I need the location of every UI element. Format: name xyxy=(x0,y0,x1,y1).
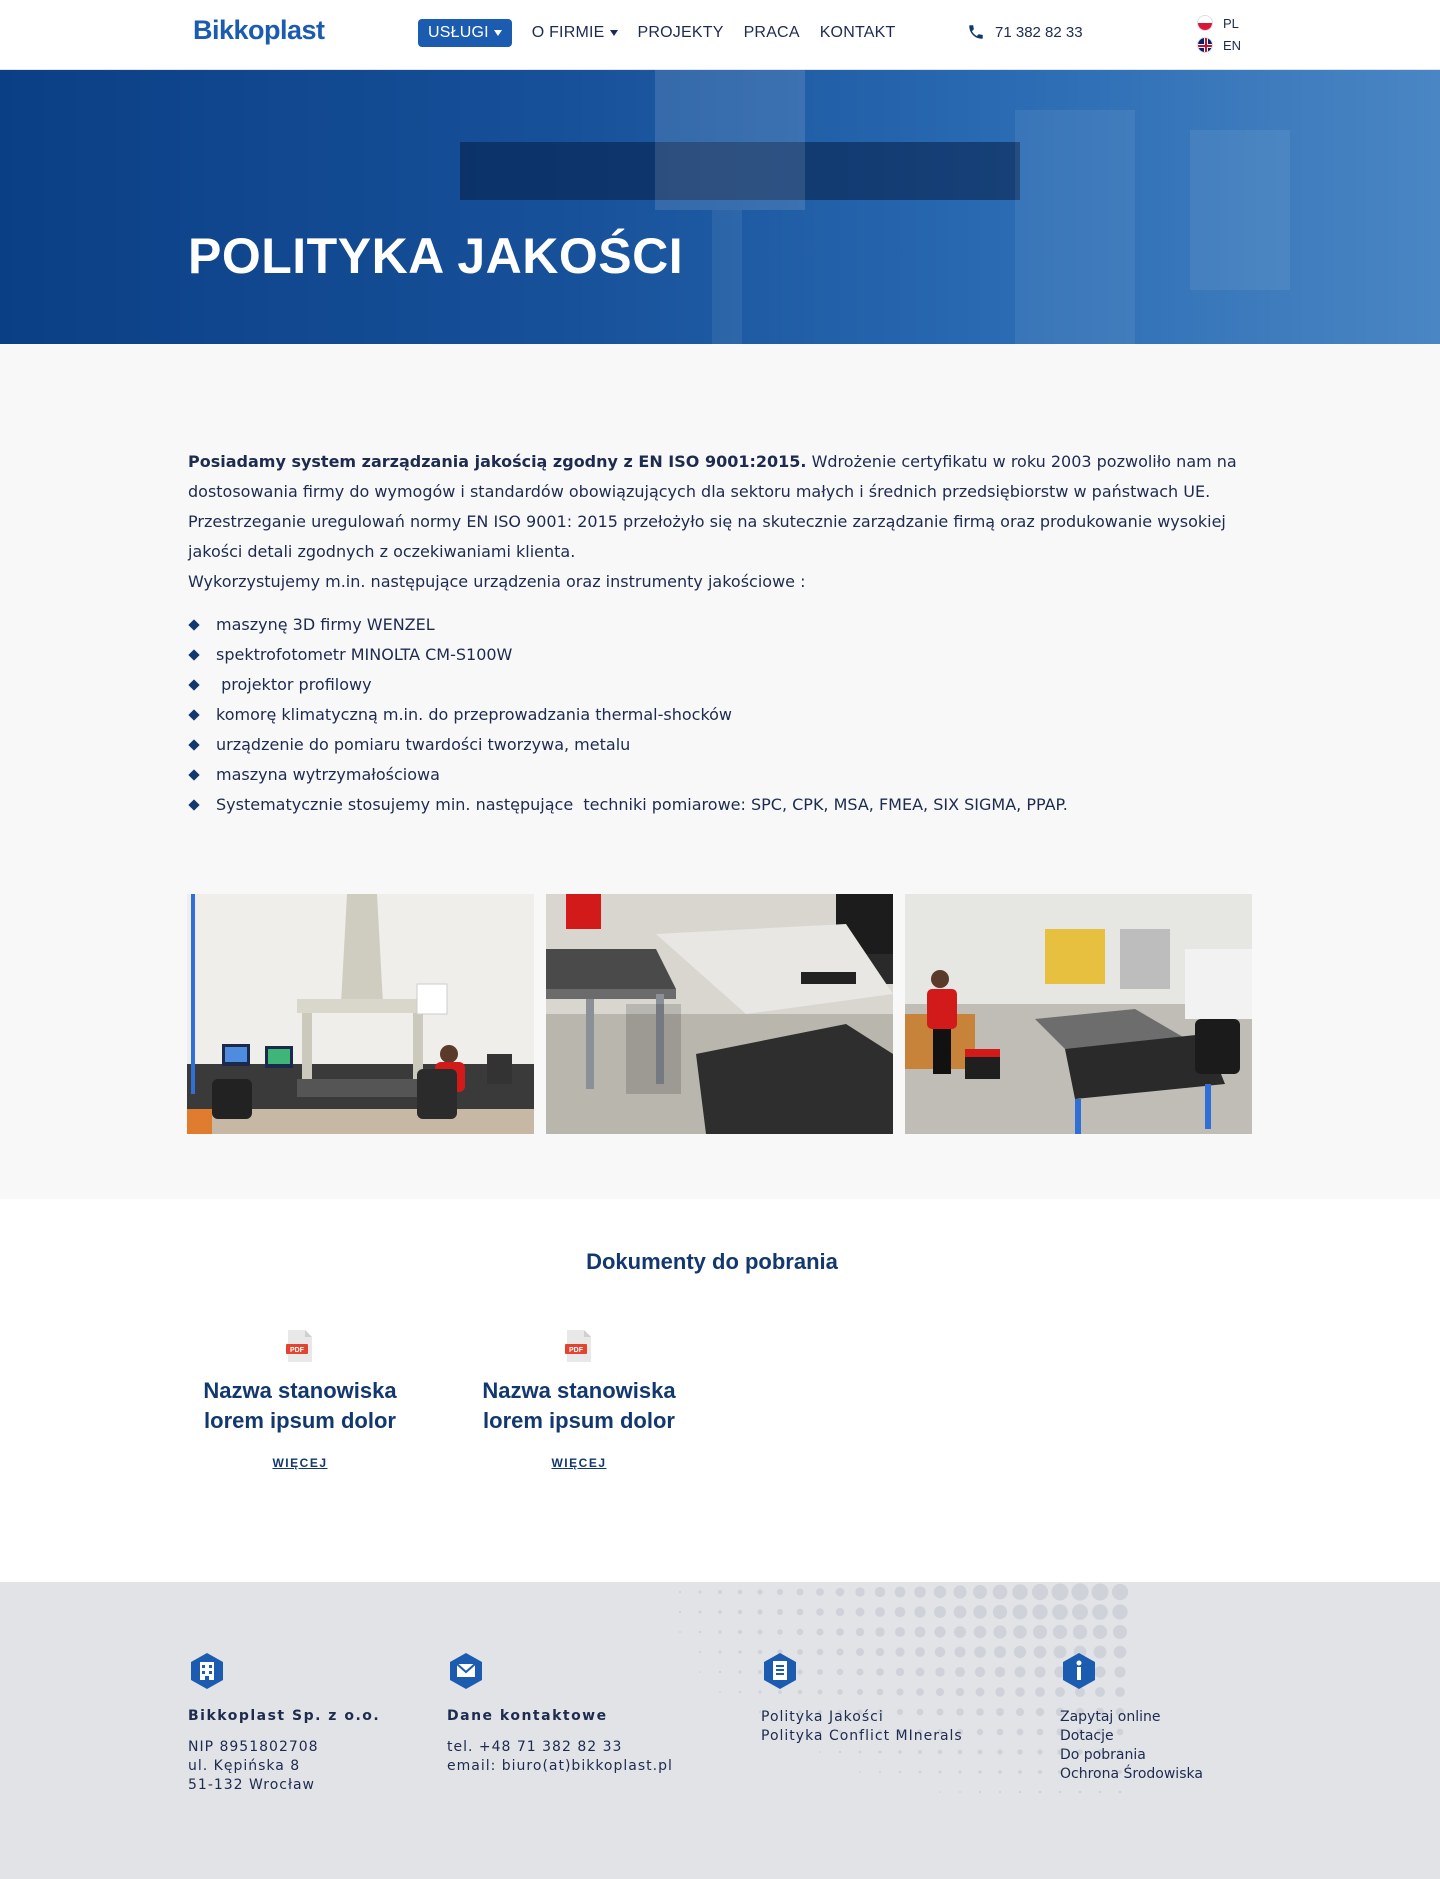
footer-policies xyxy=(761,1652,963,1746)
svg-text:PDF: PDF xyxy=(290,1347,304,1354)
footer-link-environment[interactable]: Ochrona Środowiska xyxy=(1060,1766,1203,1782)
intro-text: Wdrożenie certyfikatu w roku 2003 pozwoliło nam na dostosowania firmy do wymogów i standardów obowiązujących dla sektoru małych i średnich przedsiębiorstw w państwach UE. Przestrzeganie uregulowań normy EN ISO 9001: 2015 przełożyło się na skutecznie zarządzanie firmą oraz produkowanie wysokiej jakości detali zgodnych z oczekiwaniami klienta. xyxy=(188,452,1237,561)
list-item-text: Systematycznie stosujemy min. następujące techniki pomiarowe: SPC, CPK, MSA, FMEA, SIX SIGMA, PPAP. xyxy=(216,795,1068,814)
building-icon xyxy=(188,1652,226,1690)
document-title-line: lorem ipsum dolor xyxy=(483,1408,675,1433)
hero-bg-column xyxy=(712,210,742,344)
footer-link-quality-policy[interactable]: Polityka Jakości xyxy=(761,1709,884,1725)
uk-flag-icon xyxy=(1197,37,1213,53)
document-title-line: Nazwa stanowiska xyxy=(482,1378,676,1403)
gallery-photo-tables[interactable] xyxy=(546,894,893,1134)
nav-item-kontakt[interactable] xyxy=(820,24,896,42)
footer-email[interactable]: email: biuro(at)bikkoplast.pl xyxy=(447,1758,673,1774)
list-item-text: urządzenie do pomiaru twardości tworzywa, metalu xyxy=(216,735,631,754)
diamond-bullet-icon xyxy=(188,769,199,780)
footer-company xyxy=(188,1652,380,1795)
phone-number: 71 382 82 33 xyxy=(995,23,1083,41)
footer-heading: Bikkoplast Sp. z o.o. xyxy=(188,1708,381,1724)
phone-link[interactable] xyxy=(967,23,1083,41)
footer-link-conflict-minerals[interactable]: Polityka Conflict MInerals xyxy=(761,1728,963,1744)
nav-label: PROJEKTY xyxy=(637,24,724,41)
lang-pl[interactable] xyxy=(1197,12,1241,34)
measuring-tables-image xyxy=(546,894,893,1134)
hero-bg-board xyxy=(1015,110,1135,344)
lang-en[interactable] xyxy=(1197,34,1241,56)
hero-banner xyxy=(0,70,1440,344)
lang-label: EN xyxy=(1223,37,1242,53)
nav-item-o-firmie[interactable] xyxy=(532,24,618,42)
list-item-text: projektor profilowy xyxy=(216,675,372,694)
info-icon xyxy=(1060,1652,1098,1690)
diamond-bullet-icon xyxy=(188,619,199,630)
pdf-icon[interactable] xyxy=(565,1330,593,1362)
hero-bg-machine xyxy=(655,70,805,210)
intro-paragraph xyxy=(188,447,1250,597)
intro-bold: Posiadamy system zarządzania jakością zgodny z EN ISO 9001:2015. xyxy=(188,452,807,471)
footer-text: ul. Kępińska 8 xyxy=(188,1758,301,1774)
language-switcher xyxy=(1197,12,1241,56)
site-header xyxy=(0,0,1440,70)
phone-icon xyxy=(967,23,985,41)
list-item xyxy=(188,610,1068,640)
envelope-icon xyxy=(447,1652,485,1690)
lang-label: PL xyxy=(1223,15,1239,31)
document-icon xyxy=(761,1652,799,1690)
site-footer xyxy=(0,1582,1440,1879)
quality-lab-image xyxy=(905,894,1252,1134)
cmm-room-image xyxy=(187,894,534,1134)
diamond-bullet-icon xyxy=(188,799,199,810)
more-link[interactable]: WIĘCEJ xyxy=(272,1456,328,1470)
caret-down-icon xyxy=(610,30,618,36)
footer-link-downloads[interactable]: Do pobrania xyxy=(1060,1747,1146,1763)
document-title-line: lorem ipsum dolor xyxy=(204,1408,396,1433)
list-item-text: spektrofotometr MINOLTA CM-S100W xyxy=(216,645,513,664)
gallery-photo-cmm[interactable] xyxy=(187,894,534,1134)
list-item xyxy=(188,670,1068,700)
diamond-bullet-icon xyxy=(188,709,199,720)
nav-item-praca[interactable] xyxy=(744,24,800,42)
nav-label: PRACA xyxy=(743,24,800,41)
diamond-bullet-icon xyxy=(188,739,199,750)
list-item-text: maszyna wytrzymałościowa xyxy=(216,765,440,784)
intro-list-lead: Wykorzystujemy m.in. następujące urządzenia oraz instrumenty jakościowe : xyxy=(188,572,806,591)
logo-text: Bikkoplast xyxy=(193,15,325,45)
photo-gallery xyxy=(187,894,1264,1134)
gallery-photo-lab[interactable] xyxy=(905,894,1252,1134)
equipment-list xyxy=(188,610,1068,820)
footer-heading: Dane kontaktowe xyxy=(447,1708,608,1724)
caret-down-icon xyxy=(494,30,502,36)
nav-label: KONTAKT xyxy=(819,24,896,41)
list-item xyxy=(188,790,1068,820)
svg-text:PDF: PDF xyxy=(569,1347,583,1354)
main-nav xyxy=(418,19,915,47)
footer-link-grants[interactable]: Dotacje xyxy=(1060,1728,1114,1744)
footer-text: NIP 8951802708 xyxy=(188,1739,319,1755)
footer-phone[interactable]: tel. +48 71 382 82 33 xyxy=(447,1739,623,1755)
list-item-text: maszynę 3D firmy WENZEL xyxy=(216,615,435,634)
list-item-text: komorę klimatyczną m.in. do przeprowadzania thermal-shocków xyxy=(216,705,733,724)
footer-link-ask-online[interactable]: Zapytaj online xyxy=(1060,1709,1161,1725)
logo[interactable] xyxy=(193,15,325,46)
list-item xyxy=(188,640,1068,670)
diamond-bullet-icon xyxy=(188,679,199,690)
document-title xyxy=(190,1376,410,1436)
nav-label: O FIRMIE xyxy=(531,24,605,41)
document-title-line: Nazwa stanowiska xyxy=(203,1378,397,1403)
documents-title: Dokumenty do pobrania xyxy=(586,1249,838,1274)
diamond-bullet-icon xyxy=(188,649,199,660)
document-title xyxy=(469,1376,689,1436)
footer-contact xyxy=(447,1652,673,1776)
footer-text: 51-132 Wrocław xyxy=(188,1777,315,1793)
document-card xyxy=(469,1330,689,1471)
more-link[interactable]: WIĘCEJ xyxy=(551,1456,607,1470)
main-content xyxy=(0,344,1440,1199)
pdf-icon[interactable] xyxy=(286,1330,314,1362)
nav-label: USŁUGI xyxy=(428,24,489,41)
nav-item-uslugi[interactable] xyxy=(418,19,512,47)
document-card xyxy=(190,1330,410,1471)
list-item xyxy=(188,730,1068,760)
footer-info xyxy=(1060,1652,1203,1784)
nav-item-projekty[interactable] xyxy=(638,24,724,42)
poland-flag-icon xyxy=(1197,15,1213,31)
hero-bg-poster xyxy=(1190,130,1290,290)
list-item xyxy=(188,760,1068,790)
page-title: POLITYKA JAKOŚCI xyxy=(188,228,684,284)
list-item xyxy=(188,700,1068,730)
